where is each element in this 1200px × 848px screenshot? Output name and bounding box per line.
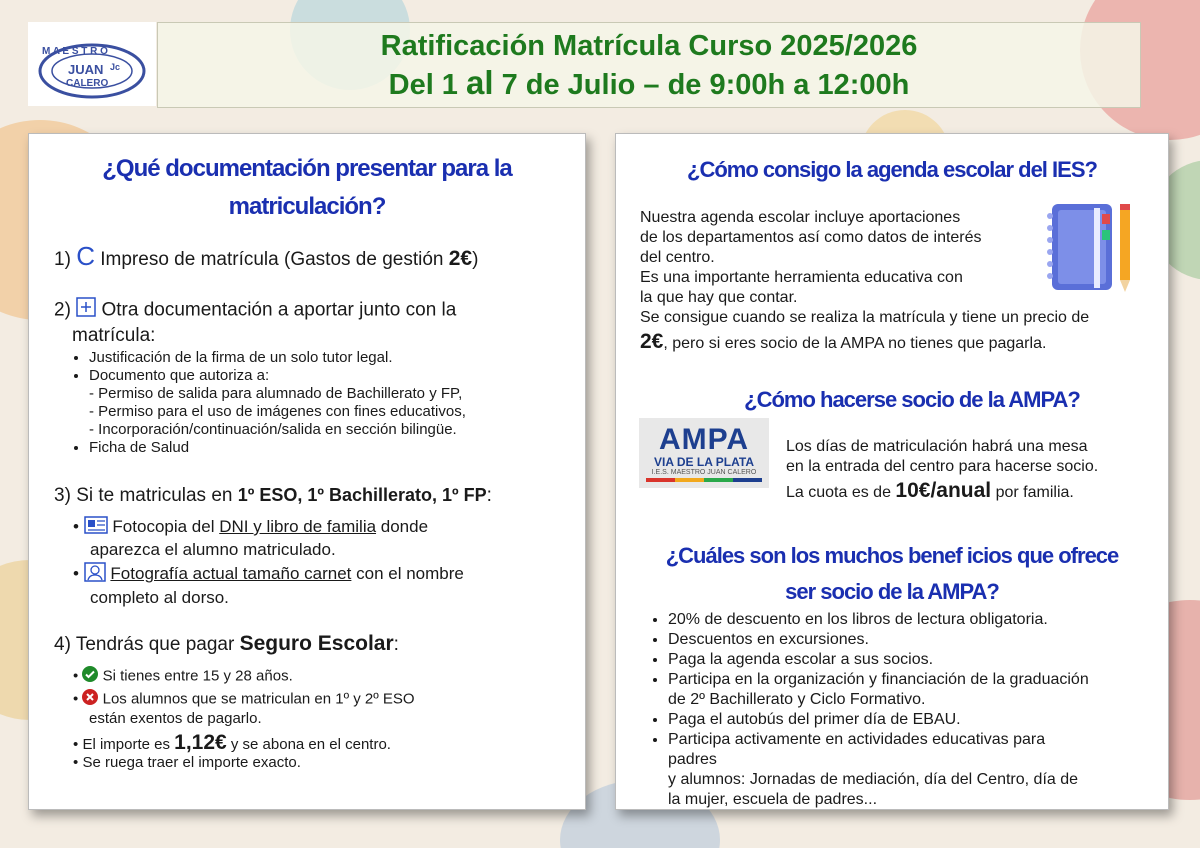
benefit-item: • Descuentos en excursiones.: [668, 630, 1089, 650]
item-4-bullets: [73, 666, 415, 772]
list-item: [89, 367, 466, 439]
bullet-dot: •: [73, 690, 79, 708]
agenda-text: [640, 208, 1089, 354]
membership-fee: 10€/anual: [895, 479, 992, 502]
item-3-bullet-2-underlined: Fotografía actual tamaño carnet: [110, 563, 352, 583]
list-item-text: El importe es: [82, 736, 175, 753]
benefit-item: [668, 670, 1089, 710]
agenda-line: Es una importante herramienta educativa con: [640, 269, 963, 286]
logo-letters-top: M A E S T R O: [42, 46, 108, 57]
bullet-dot: •: [73, 754, 79, 771]
item-3: [54, 483, 492, 508]
item-3-number: 3): [54, 485, 71, 506]
membership-fee-pre: La cuota es de: [786, 484, 896, 501]
benefit-item: • 20% de descuento en los libros de lectura obligatoria.: [668, 610, 1089, 630]
item-3-bullet-2-line-2: completo al dorso.: [90, 588, 229, 607]
ampa-logo-line-2: I.E.S. MAESTRO JUAN CALERO: [651, 468, 757, 476]
list-item-line-2: están exentos de pagarlo.: [89, 710, 262, 727]
item-3-bullet-1-post: donde: [376, 517, 429, 536]
documentation-heading-line-2: matriculación?: [228, 193, 386, 220]
title-line-1: Ratificación Matrícula Curso 2025/2026: [380, 30, 918, 62]
documentation-panel: [28, 133, 586, 810]
agenda-price: 2€: [640, 330, 664, 353]
ampa-logo-letters: [658, 422, 750, 456]
logo-letters-center: JUAN: [68, 62, 104, 77]
item-3-bullet-1-line-2: aparezca el alumno matriculado.: [90, 540, 336, 560]
membership-text: [786, 437, 1098, 503]
item-3-text: Si te matriculas en: [76, 485, 238, 506]
bullet-dot: •: [73, 517, 79, 536]
list-item-subline: - Permiso para el uso de imágenes con fines educativos,: [89, 403, 466, 420]
item-2-bullets: [73, 349, 466, 457]
agenda-price-line: [640, 332, 1089, 354]
list-item: [73, 666, 415, 687]
x-circle-icon: [82, 689, 98, 710]
item-2: [54, 297, 456, 348]
list-item-text: Los alumnos que se matriculan en 1º y 2º ESO: [102, 690, 415, 708]
school-logo-graphic: [32, 26, 152, 102]
bullet-dot: •: [73, 667, 79, 685]
title-line-2-al: al: [466, 64, 494, 101]
school-logo: [28, 22, 156, 106]
benefit-item-line-3: y alumnos: Jornadas de mediación, día del Centro, día de: [668, 771, 1079, 788]
ampa-logo-word: AMPA: [658, 422, 750, 456]
logo-letters-suffix: Jc: [110, 62, 121, 72]
agenda-line: de los departamentos así como datos de interés: [640, 229, 982, 246]
item-2-text: Otra documentación a aportar junto con la: [101, 299, 457, 321]
benefits-heading: [616, 538, 1168, 610]
logo-letters-bottom: CALERO: [66, 78, 109, 89]
plus-box-icon: [76, 297, 96, 324]
item-3-colon: :: [486, 485, 492, 506]
item-1: [54, 241, 479, 272]
item-3-bullet-2: [73, 562, 464, 608]
item-2-text-line-2: matrícula:: [72, 325, 156, 346]
membership-fee-post: por familia.: [991, 484, 1074, 501]
membership-line-3: [786, 481, 1098, 503]
item-3-bold: 1º ESO, 1º Bachillerato, 1º FP: [237, 485, 487, 505]
item-4-number: 4): [54, 634, 71, 655]
insurance-price: 1,12€: [174, 731, 227, 754]
ampa-logo: [639, 418, 769, 488]
documentation-heading-line-1: ¿Qué documentación presentar para la: [102, 155, 512, 182]
item-3-bullet-1-underlined: DNI y libro de familia: [219, 517, 377, 536]
list-item-subline: - Permiso de salida para alumnado de Bachillerato y FP,: [89, 385, 463, 402]
list-item-text: Si tienes entre 15 y 28 años.: [102, 667, 293, 685]
benefits-list: [652, 610, 1089, 810]
benefit-item: • Paga el autobús del primer día de EBAU.: [668, 710, 1089, 730]
agenda-line: Nuestra agenda escolar incluye aportaciones: [640, 209, 961, 226]
title-line-2: [158, 63, 1140, 105]
agenda-line: la que hay que contar.: [640, 289, 798, 306]
id-card-icon: [84, 516, 108, 539]
membership-line-2: en la entrada del centro para hacerse socio.: [786, 458, 1099, 475]
membership-heading: ¿Cómo hacerse socio de la AMPA?: [744, 387, 1080, 412]
item-4: [54, 632, 399, 657]
documentation-heading: [29, 150, 585, 226]
item-1-close: ): [472, 249, 479, 270]
item-1-text: Impreso de matrícula (Gastos de gestión: [100, 249, 449, 270]
title-line-2-start: Del 1: [388, 69, 466, 101]
list-item-subline: - Incorporación/continuación/salida en sección bilingüe.: [89, 421, 457, 438]
benefit-item-line-4: la mujer, escuela de padres...: [668, 791, 878, 808]
benefit-item-text: • Participa activamente en actividades educativas para: [668, 731, 1046, 748]
portrait-photo-icon: [84, 562, 106, 587]
item-4-text: Tendrás que pagar: [75, 634, 240, 655]
benefit-item-line-2: de 2º Bachillerato y Ciclo Formativo.: [668, 691, 926, 708]
benefits-heading-line-2: ser socio de la AMPA?: [785, 579, 999, 604]
list-item: • Justificación de la firma de un solo tutor legal.: [89, 349, 466, 367]
item-1-price: 2€: [448, 247, 473, 270]
list-item: • Ficha de Salud: [89, 439, 466, 457]
ampa-panel: [615, 133, 1169, 810]
item-3-bullet-2-post: con el nombre: [351, 563, 464, 583]
agenda-heading: ¿Cómo consigo la agenda escolar del IES?: [687, 157, 1097, 182]
item-3-bullet-1-pre: Fotocopia del: [112, 517, 220, 536]
title-banner: [157, 22, 1141, 108]
notebook-icon: [1042, 200, 1138, 301]
ampa-logo-color-strip: [646, 478, 762, 482]
list-item: [73, 689, 415, 728]
title-line-2-end: 7 de Julio – de 9:00h a 12:00h: [493, 69, 910, 101]
c-letter-icon: C: [76, 241, 95, 271]
agenda-line: del centro.: [640, 249, 715, 266]
benefit-item: [668, 730, 1089, 810]
bullet-dot: •: [73, 563, 79, 583]
item-1-number: 1): [54, 249, 71, 270]
bullet-dot: •: [73, 736, 79, 753]
benefits-heading-line-1: ¿Cuáles son los muchos benef icios que ofrece: [665, 543, 1119, 568]
list-item-text: • Documento que autoriza a:: [89, 367, 270, 384]
agenda-price-tail: , pero si eres socio de la AMPA no tienes que pagarla.: [663, 335, 1047, 352]
check-circle-icon: [82, 666, 98, 687]
agenda-line: Se consigue cuando se realiza la matrícula y tiene un precio de: [640, 309, 1090, 326]
list-item: [73, 754, 415, 772]
list-item-text: Se ruega traer el importe exacto.: [82, 754, 301, 771]
list-item-text-post: y se abona en el centro.: [226, 736, 391, 753]
item-2-number: 2): [54, 299, 71, 321]
benefit-item-text: • Participa en la organización y financiación de la graduación: [668, 671, 1089, 688]
benefit-item: • Paga la agenda escolar a sus socios.: [668, 650, 1089, 670]
list-item: [73, 731, 415, 754]
ampa-logo-line-1: VIA DE LA PLATA: [654, 454, 754, 469]
benefit-item-line-2: padres: [668, 751, 717, 768]
item-4-bold: Seguro Escolar: [239, 632, 394, 655]
membership-line-1: Los días de matriculación habrá una mesa: [786, 438, 1088, 455]
item-4-colon: :: [393, 634, 399, 655]
item-3-bullet-1: [73, 516, 428, 560]
